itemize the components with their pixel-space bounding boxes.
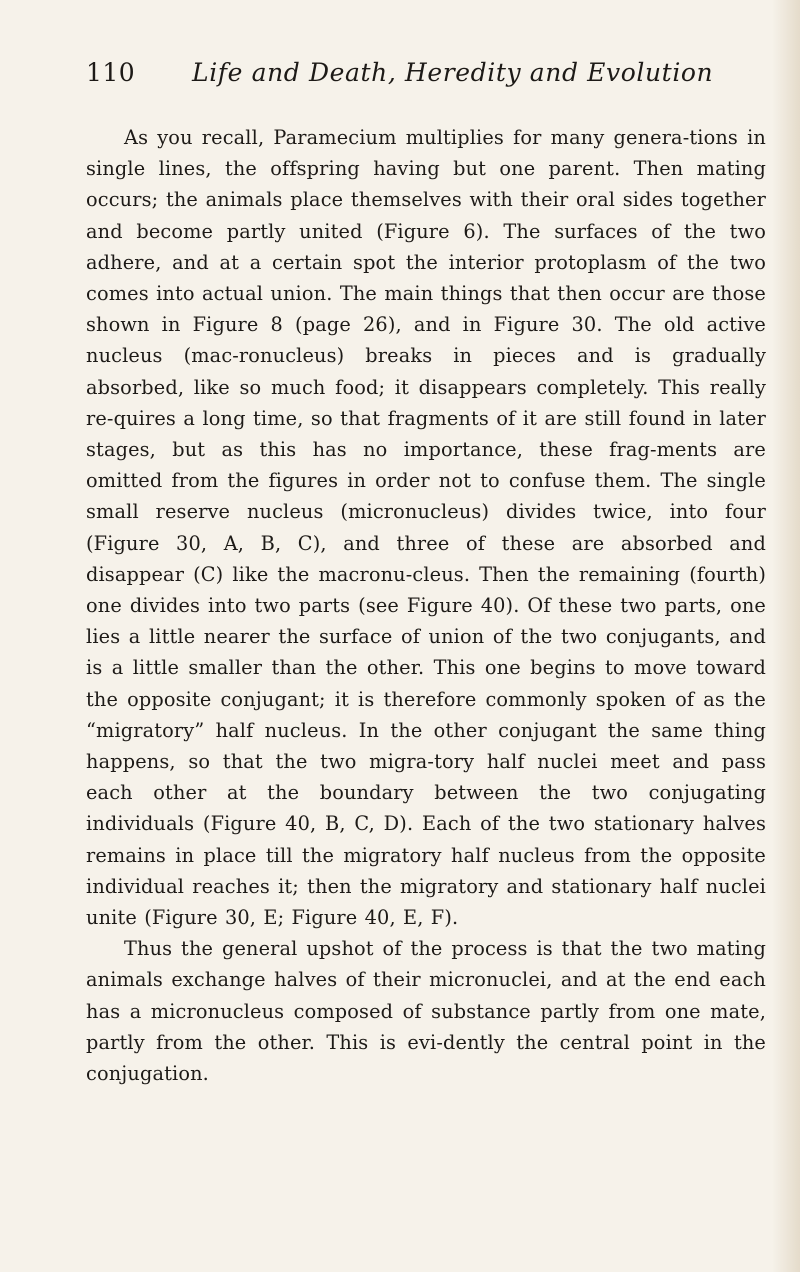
- running-title: Life and Death, Heredity and Evolution: [192, 58, 714, 87]
- running-head: [86, 58, 726, 98]
- paragraph: As you recall, Paramecium multiplies for many genera-tions in single lines, the offspring having but one parent. Then mating occurs; the animals place themselves with their oral sides together and become partly united (Figure 6). The surfaces of the two adhere, and at a certain spot the interior protoplasm of the two comes into actual union. The main things that then occur are those shown in Figure 8 (page 26), and in Figure 30. The old active nucleus (mac-ronucleus) breaks in pieces and is gradually absorbed, like so much food; it disappears completely. This really re-quires a long time, so that fragments of it are still found in later stages, but as this has no importance, these frag-ments are omitted from the figures in order not to confuse them. The single small reserve nucleus (micronucleus) divides twice, into four (Figure 30, A, B, C), and three of these are absorbed and disappear (C) like the macronu-cleus. Then the remaining (fourth) one divides into two parts (see Figure 40). Of these two parts, one lies a little nearer the surface of union of the two conjugants, and is a little smaller than the other. This one begins to move toward the opposite conjugant; it is therefore commonly spoken of as the “migratory” half nucleus. In the other conjugant the same thing happens, so that the two migra-tory half nuclei meet and pass each other at the boundary between the two conjugating individuals (Figure 40, B, C, D). Each of the two stationary halves remains in place till the migratory half nucleus from the opposite individual reaches it; then the migratory and stationary half nuclei unite (Figure 30, E; Figure 40, E, F).: [86, 126, 766, 930]
- page-number: 110: [86, 58, 136, 87]
- page-edge-shadow: [772, 0, 800, 1272]
- body-text: [86, 122, 766, 1089]
- paragraph: Thus the general upshot of the process is that the two mating animals exchange halves of their micronuclei, and at the end each has a micronucleus composed of substance partly from one mate, partly from the other. This is evi-dently the central point in the conjugation.: [86, 937, 766, 1086]
